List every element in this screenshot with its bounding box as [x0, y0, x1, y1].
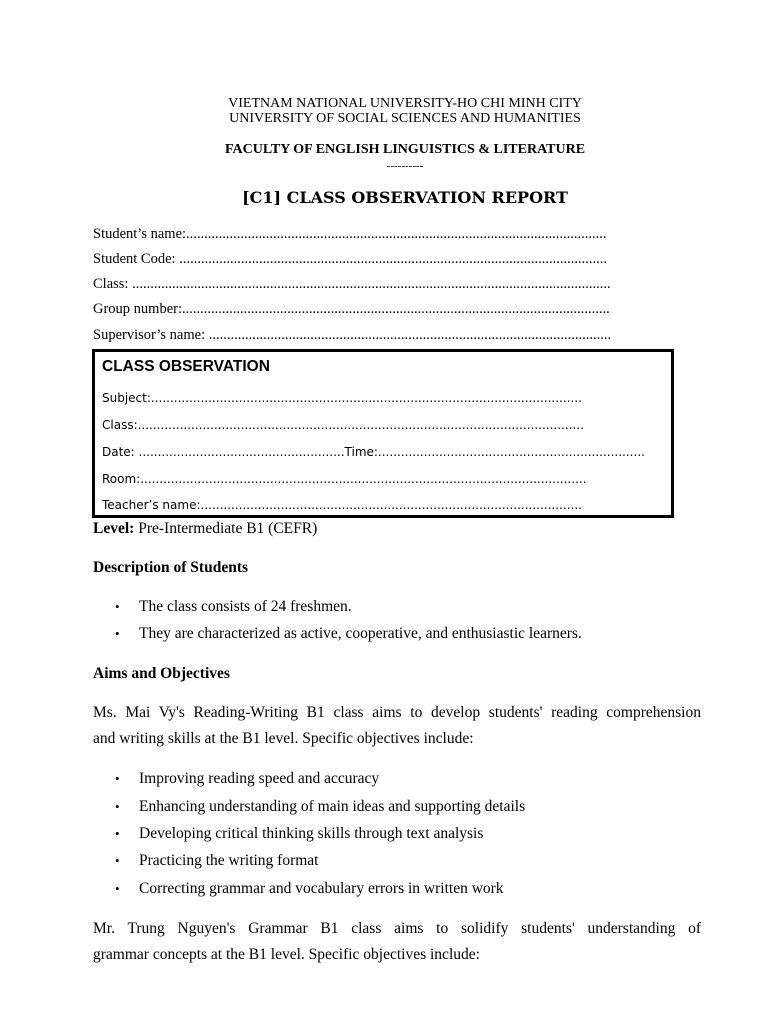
aims-paragraph-reading-writing [93, 700, 701, 752]
level-value: Pre-Intermediate B1 (CEFR) [134, 520, 318, 537]
bullet-marker: • [115, 853, 120, 868]
bullet-marker: • [115, 799, 120, 814]
class-field: Class: .................................................................................................................................... [93, 276, 611, 292]
objective-item: Improving reading speed and accuracy [139, 770, 380, 787]
group-number-field: Group number:...................................................................................................................... [93, 301, 610, 317]
paragraph-line: Ms. Mai Vy's Reading-Writing B1 class aims to develop students' reading comprehension [93, 704, 701, 721]
bullet-marker: • [115, 771, 120, 786]
observation-date-time-field: Date: ......................................................Time:...................................................................... [102, 445, 645, 459]
observation-teacher-field: Teacher’s name:.................................................................................................... [102, 498, 582, 512]
student-code-field: Student Code: ...................................................................................................................... [93, 251, 607, 267]
report-title: [C1] CLASS OBSERVATION REPORT [242, 188, 568, 207]
header-separator: ---------- [386, 160, 424, 172]
aims-heading: Aims and Objectives [93, 665, 230, 682]
observation-class-field: Class:..................................................................................................................... [102, 418, 584, 432]
bullet-marker: • [115, 626, 120, 641]
paragraph-line: and writing skills at the B1 level. Specific objectives include: [93, 730, 474, 747]
observation-subject-field: Subject:................................................................................................................. [102, 391, 582, 405]
objective-item: Practicing the writing format [139, 852, 319, 869]
class-observation-box [92, 349, 674, 518]
supervisor-name-field: Supervisor’s name: ............................................................................................................... [93, 327, 612, 343]
level-label: Level: [93, 520, 135, 537]
bullet-marker: • [115, 826, 120, 841]
faculty-name: FACULTY OF ENGLISH LINGUISTICS & LITERATURE [224, 142, 586, 157]
description-item: They are characterized as active, cooperative, and enthusiastic learners. [139, 625, 582, 642]
bullet-marker: • [115, 599, 120, 614]
school-name: UNIVERSITY OF SOCIAL SCIENCES AND HUMANITIES [229, 111, 581, 126]
student-name-field: Student’s name:.................................................................................................................... [93, 226, 607, 242]
description-item: The class consists of 24 freshmen. [139, 598, 352, 615]
observation-room-field: Room:..................................................................................................................... [102, 472, 587, 486]
objective-item: Enhancing understanding of main ideas and supporting details [139, 798, 526, 815]
bullet-marker: • [115, 881, 120, 896]
observation-heading: CLASS OBSERVATION [102, 358, 270, 375]
objective-item: Developing critical thinking skills through text analysis [139, 825, 484, 842]
university-name: VIETNAM NATIONAL UNIVERSITY-HO CHI MINH CITY [228, 96, 582, 111]
aims-paragraph-grammar [93, 916, 701, 968]
description-heading: Description of Students [93, 559, 249, 576]
paragraph-line: grammar concepts at the B1 level. Specific objectives include: [93, 946, 480, 963]
paragraph-line: Mr. Trung Nguyen's Grammar B1 class aims to solidify students' understanding of [93, 920, 701, 937]
objective-item: Correcting grammar and vocabulary errors in written work [139, 880, 504, 897]
level-line [93, 519, 317, 539]
